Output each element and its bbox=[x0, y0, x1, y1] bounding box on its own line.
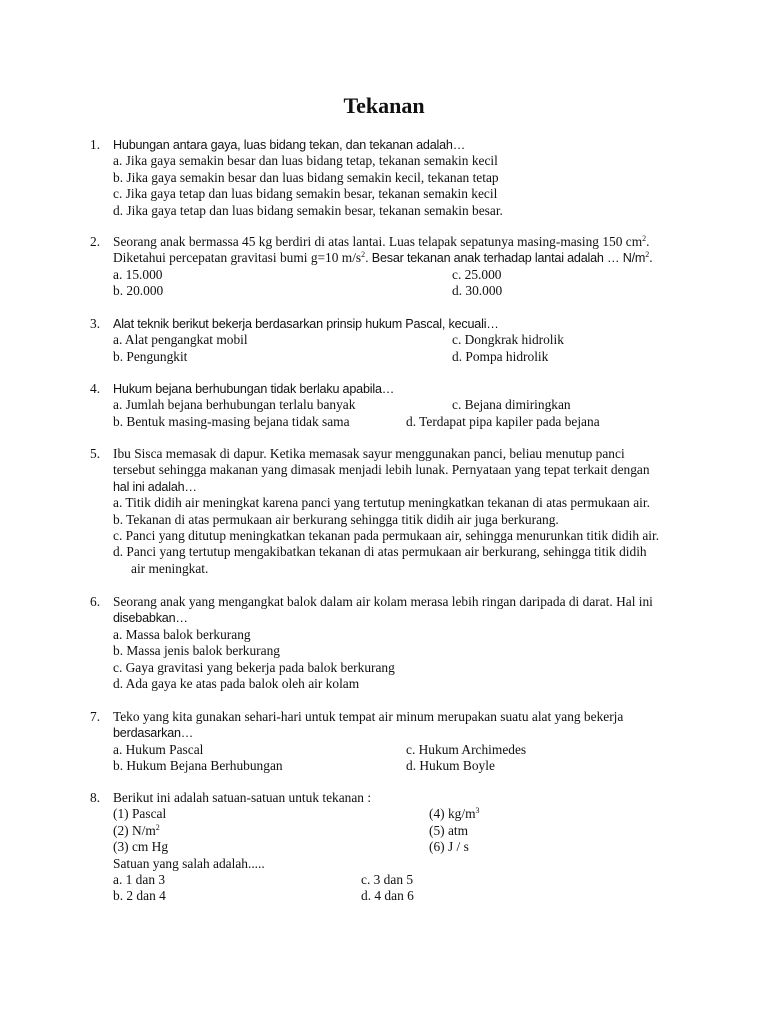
question-number: 7. bbox=[90, 709, 101, 724]
question-4 bbox=[90, 381, 690, 430]
option-d: d. 4 dan 6 bbox=[361, 888, 414, 904]
option-b: b. Jika gaya semakin besar dan luas bidang semakin kecil, tekanan tetap bbox=[113, 169, 499, 185]
option-b: b. Bentuk masing-masing bejana tidak sama bbox=[113, 413, 350, 429]
question-stem-line-2: berdasarkan… bbox=[113, 726, 194, 741]
option-a: a. 15.000 bbox=[113, 266, 163, 282]
option-row bbox=[113, 283, 690, 299]
option-d: d. Hukum Boyle bbox=[406, 758, 495, 774]
unit-4 bbox=[429, 806, 480, 822]
option-a: a. Massa balok berkurang bbox=[113, 626, 251, 642]
option-b: b. 20.000 bbox=[113, 283, 164, 299]
question-3 bbox=[90, 316, 690, 365]
option-d: d. Ada gaya ke atas pada balok oleh air kolam bbox=[113, 675, 360, 691]
option-d: d. Panci yang tertutup mengakibatkan tekanan di atas permukaan air berkurang, sehingga titik didih bbox=[113, 544, 647, 560]
option-b: b. Massa jenis balok berkurang bbox=[113, 643, 280, 659]
unit-1: (1) Pascal bbox=[113, 806, 167, 822]
document-title: Tekanan bbox=[343, 93, 425, 118]
option-a: a. Hukum Pascal bbox=[113, 741, 204, 757]
option-row bbox=[113, 414, 690, 430]
unit-5: (5) atm bbox=[429, 822, 469, 838]
option-b: b. Tekanan di atas permukaan air berkurang sehingga titik didih air juga berkurang. bbox=[113, 511, 559, 527]
question-number: 6. bbox=[90, 594, 101, 609]
option-d: d. 30.000 bbox=[452, 283, 503, 299]
question-1 bbox=[90, 137, 690, 219]
unit-row bbox=[113, 823, 690, 839]
option-row bbox=[113, 267, 690, 283]
question-number: 1. bbox=[90, 137, 101, 152]
question-stem-line-1: Ibu Sisca memasak di dapur. Ketika memasak sayur menggunakan panci, beliau menutup panci bbox=[113, 446, 625, 461]
unit-row bbox=[113, 839, 690, 855]
option-row bbox=[113, 349, 690, 365]
question-number: 5. bbox=[90, 446, 101, 461]
unit-row bbox=[113, 806, 690, 822]
option-c: c. Bejana dimiringkan bbox=[452, 397, 571, 413]
option-a: a. Alat pengangkat mobil bbox=[113, 332, 248, 348]
question-stem-2: Satuan yang salah adalah..... bbox=[113, 855, 265, 871]
question-stem-line-2: tersebut sehingga makanan yang dimasak menjadi lebih lunak. Pernyataan yang tepat terkait dengan bbox=[113, 462, 650, 478]
question-stem-line-2 bbox=[113, 250, 690, 266]
option-b: b. Pengungkit bbox=[113, 348, 188, 364]
superscript: 2 bbox=[361, 250, 366, 260]
question-stem-line-1: Teko yang kita gunakan sehari-hari untuk tempat air minum merupakan suatu alat yang bekerja bbox=[113, 709, 624, 724]
superscript: 2 bbox=[155, 822, 160, 832]
option-a: a. 1 dan 3 bbox=[113, 871, 166, 887]
unit-2 bbox=[113, 823, 160, 838]
option-row bbox=[113, 888, 690, 904]
superscript: 3 bbox=[475, 806, 480, 816]
option-c: c. Gaya gravitasi yang bekerja pada balok berkurang bbox=[113, 659, 395, 675]
option-row bbox=[113, 397, 690, 413]
question-7 bbox=[90, 709, 690, 775]
question-6 bbox=[90, 594, 690, 692]
stem-text: . Besar tekanan anak terhadap lantai adalah … N/m bbox=[365, 251, 646, 266]
question-stem: Hukum bejana berhubungan tidak berlaku apabila… bbox=[113, 382, 395, 396]
question-stem-line-3: hal ini adalah… bbox=[113, 479, 197, 494]
question-5 bbox=[90, 446, 690, 577]
question-2 bbox=[90, 234, 690, 300]
stem-text: . bbox=[646, 234, 650, 249]
option-d: d. Jika gaya tetap dan luas bidang semakin besar, tekanan semakin besar. bbox=[113, 202, 503, 218]
option-c: c. Panci yang ditutup meningkatkan tekanan pada permukaan air, sehingga menurunkan titik didih air. bbox=[113, 527, 660, 543]
option-a: a. Titik didih air meningkat karena panci yang tertutup meningkatkan tekanan di atas permukaan air. bbox=[113, 495, 650, 511]
option-row bbox=[113, 872, 690, 888]
question-stem-line-2: disebabkan… bbox=[113, 611, 188, 626]
stem-text: Diketahui percepatan gravitasi bumi g=10 m/s bbox=[113, 250, 362, 266]
option-d-continued: air meningkat. bbox=[131, 560, 209, 576]
option-d: d. Pompa hidrolik bbox=[452, 348, 549, 364]
question-stem: Berikut ini adalah satuan-satuan untuk tekanan : bbox=[113, 790, 372, 805]
option-c: c. Jika gaya tetap dan luas bidang semakin besar, tekanan semakin kecil bbox=[113, 186, 498, 202]
question-number: 2. bbox=[90, 234, 101, 249]
stem-text: . bbox=[649, 250, 653, 266]
option-b: b. 2 dan 4 bbox=[113, 888, 166, 904]
question-stem-line-1 bbox=[113, 234, 690, 250]
superscript: 2 bbox=[645, 250, 650, 260]
stem-text: Seorang anak bermassa 45 kg berdiri di atas lantai. Luas telapak sepatunya masing-masing 150 cm bbox=[113, 234, 643, 249]
option-c: c. 25.000 bbox=[452, 266, 502, 282]
option-d: d. Terdapat pipa kapiler pada bejana bbox=[406, 413, 600, 429]
option-c: c. 3 dan 5 bbox=[361, 871, 414, 887]
question-number: 8. bbox=[90, 790, 101, 805]
question-stem: Hubungan antara gaya, luas bidang tekan, dan tekanan adalah… bbox=[113, 138, 466, 152]
unit-text: (4) kg/m bbox=[429, 806, 476, 822]
question-stem-line-1: Seorang anak yang mengangkat balok dalam air kolam merasa lebih ringan daripada di darat. Hal ini bbox=[113, 594, 653, 609]
option-b: b. Hukum Bejana Berhubungan bbox=[113, 758, 283, 774]
question-8 bbox=[90, 790, 690, 905]
option-c: c. Dongkrak hidrolik bbox=[452, 332, 564, 348]
option-c: c. Hukum Archimedes bbox=[406, 741, 527, 757]
option-a: a. Jumlah bejana berhubungan terlalu banyak bbox=[113, 397, 356, 413]
option-row bbox=[113, 332, 690, 348]
superscript: 2 bbox=[642, 234, 647, 243]
question-number: 4. bbox=[90, 381, 101, 396]
option-row bbox=[113, 742, 690, 758]
option-a: a. Jika gaya semakin besar dan luas bidang tetap, tekanan semakin kecil bbox=[113, 153, 498, 169]
option-row bbox=[113, 758, 690, 774]
unit-3: (3) cm Hg bbox=[113, 839, 169, 855]
unit-text: (2) N/m bbox=[113, 822, 156, 838]
question-stem: Alat teknik berikut bekerja berdasarkan prinsip hukum Pascal, kecuali… bbox=[113, 317, 499, 331]
question-number: 3. bbox=[90, 316, 101, 331]
unit-6: (6) J / s bbox=[429, 839, 469, 855]
